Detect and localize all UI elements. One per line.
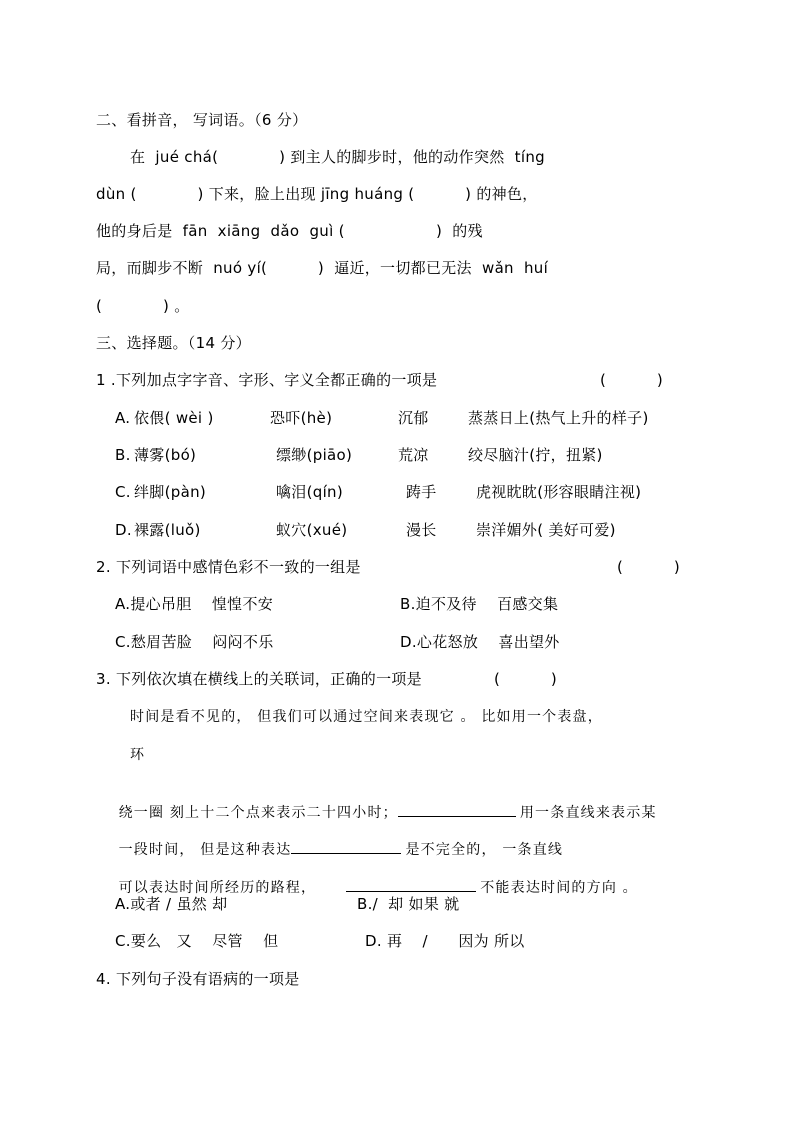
q2-stem: 2. 下列词语中感情色彩不一致的一组是 [96,558,361,576]
q3-option-c: C.要么 又 尽管 但 [115,932,279,950]
q2-option-c: C.愁眉苦脸 闷闷不乐 [115,633,274,651]
q2-option-b: B.迫不及待 百感交集 [400,595,559,613]
section2-line5: ( ) 。 [96,297,190,315]
option-word-1: 裸露(luǒ) [134,521,201,539]
section2-line3: 他的身后是 fān xiāng dǎo guì ( ) 的残 [96,222,483,240]
option-word-1: 依偎( wèi ) [134,409,214,427]
q2-option-d: D.心花怒放 喜出望外 [400,633,560,651]
section2-line1: 在 jué chá( ) 到主人的脚步时，他的动作突然 tíng [130,148,545,166]
section2-line4: 局，而脚步不断 nuó yí( ) 逼近，一切都已无法 wǎn huí [96,259,549,277]
q1-stem: 1 .下列加点字字音、字形、字义全都正确的一项是 [96,371,438,389]
q3-option-b: B./ 却 如果 就 [357,895,460,913]
option-word-4: 绞尽脑汁(拧，扭紧) [468,446,603,464]
option-word-2: 蚁穴(xué) [276,521,348,539]
q3-blank-2[interactable] [291,839,401,854]
q3-passage-text: 可以表达时间所经历的路程， [118,880,317,896]
q3-passage-text: 不能表达时间的方向 。 [480,880,638,896]
option-word-4: 虎视眈眈(形容眼睛注视) [476,483,642,501]
q3-answer-paren: ( ) [494,670,557,688]
q2-option-a: A.提心吊胆 惶惶不安 [115,595,274,613]
q3-option-d: D. 再 / 因为 所以 [365,932,525,950]
option-word-3: 漫长 [406,521,437,539]
option-word-4: 崇洋媚外( 美好可爱) [476,521,616,539]
q3-stem: 3. 下列依次填在横线上的关联词，正确的一项是 [96,670,422,688]
option-word-2: 恐吓(hè) [270,409,333,427]
section2-line2: dùn ( ) 下来，脸上出现 jīng huáng ( ) 的神色， [96,185,538,203]
option-word-2: 噙泪(qín) [276,483,344,501]
option-word-1: 绊脚(pàn) [134,483,207,501]
q3-blank-1[interactable] [398,802,516,817]
q3-passage-text: 用一条直线来表示某 [519,805,657,821]
q3-blank-3[interactable] [346,877,476,892]
option-letter: C. [115,483,131,501]
section2-title: 二、看拼音， 写词语。（6 分） [96,111,308,129]
option-word-3: 荒凉 [398,446,429,464]
q1-answer-paren: ( ) [600,371,663,389]
option-letter: A. [115,409,131,427]
q3-option-a: A.或者 / 虽然 却 [115,895,228,913]
section3-title: 三、选择题。（14 分） [96,334,251,352]
q2-answer-paren: ( ) [617,558,680,576]
option-word-1: 薄雾(bó) [134,446,197,464]
option-word-2: 缥缈(piāo) [276,446,353,464]
option-word-4: 蒸蒸日上(热气上升的样子) [468,409,649,427]
q3-passage-line1-cont: 环 [130,747,146,763]
option-letter: D. [115,521,132,539]
q3-passage-line1: 时间是看不见的， 但我们可以通过空间来表现它 。 比如用一个表盘， [130,709,603,725]
q3-passage-text: 是不完全的， 一条直线 [405,842,564,858]
option-word-3: 踌手 [406,483,437,501]
q3-passage-text: 一段时间， 但是这种表达 [118,842,292,858]
option-word-3: 沉郁 [398,409,429,427]
q4-stem: 4. 下列句子没有语病的一项是 [96,970,300,988]
option-letter: B. [115,446,131,464]
q3-passage-text: 绕一圈 刻上十二个点来表示二十四小时； [118,805,398,821]
